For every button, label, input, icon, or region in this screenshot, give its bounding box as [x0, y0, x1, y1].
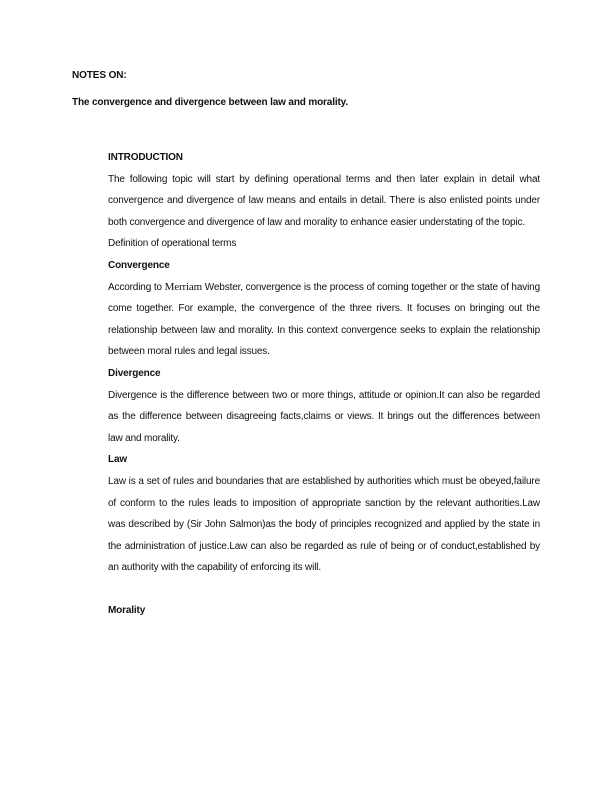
merriam-word: Merriam [164, 280, 203, 293]
morality-heading: Morality [108, 605, 146, 617]
notes-on-label: NOTES ON: [72, 70, 127, 81]
blank-line [108, 579, 540, 601]
convergence-paragraph [108, 277, 540, 363]
law-heading: Law [108, 454, 127, 466]
convergence-prefix: According to [108, 281, 165, 293]
law-paragraph: Law is a set of rules and boundaries that are established by authorities which must be obeyed,failure of conform to the rules leads to imposition of appropriate sanction by the relevant authorities.Law was described by (Sir John Salmon)as the body of principles recognized and applied by the state in the administration of justice.Law can also be regarded as rule of being or of conduct,established by an authority with the capability of enforcing its will. [108, 475, 540, 574]
divergence-heading: Divergence [108, 367, 161, 379]
introduction-paragraph: The following topic will start by defining operational terms and then later explain in detail what convergence and divergence of law means and entails in detail. There is also enlisted points under both convergence and divergence of law and morality to enhance easier understating of the topic. [108, 173, 540, 228]
document-body [108, 147, 540, 622]
introduction-heading: INTRODUCTION [108, 152, 183, 163]
document-title: The convergence and divergence between law and morality. [72, 97, 348, 108]
convergence-rest: Webster, convergence is the process of coming together or the state of having come together. For example, the convergence of the three rivers. It focuses on bringing out the relationship between law and morality. In this context convergence seeks to explain the relationship between moral rules and legal issues. [108, 281, 540, 358]
divergence-paragraph: Divergence is the difference between two or more things, attitude or opinion.It can also be regarded as the difference between disagreeing facts,claims or views. It brings out the differences between law and morality. [108, 389, 540, 444]
convergence-heading: Convergence [108, 259, 170, 271]
definition-label: Definition of operational terms [108, 238, 237, 250]
